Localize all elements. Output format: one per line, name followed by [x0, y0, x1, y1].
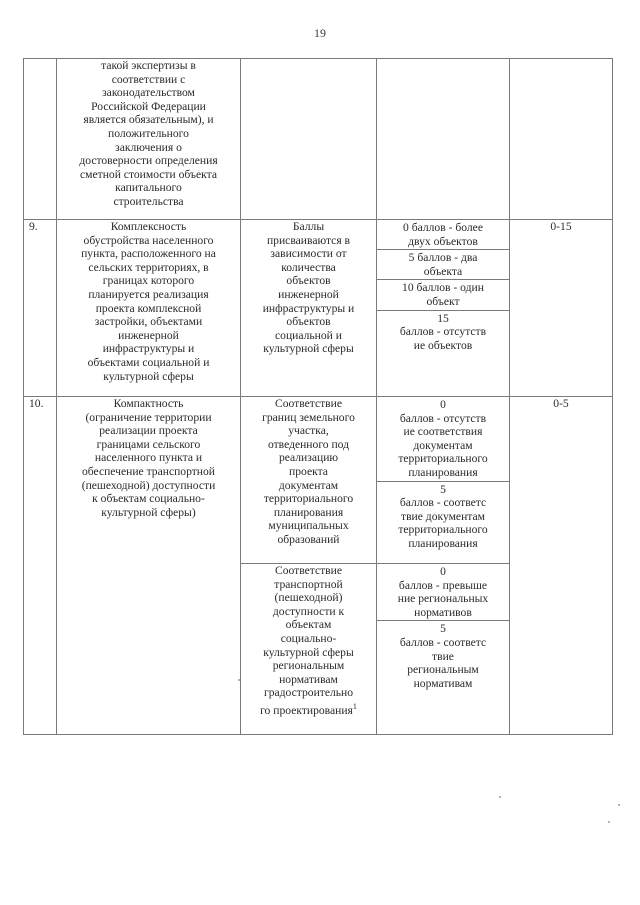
- table-row: [24, 59, 613, 220]
- score-cell: [377, 59, 510, 220]
- score-option: 10 баллов - один объект: [377, 280, 509, 310]
- range-cell: 0-5: [510, 397, 613, 735]
- criteria-table: [23, 58, 613, 735]
- score-option: 5 баллов - соответс твие документам территориального планирования: [398, 482, 488, 550]
- page-number: 19: [314, 26, 326, 40]
- table-row: [24, 397, 613, 564]
- score-cell: [377, 220, 510, 397]
- row-number: 9.: [24, 220, 57, 397]
- score-option: 0 баллов - отсутств ие соответствия документам территориального планирования: [377, 397, 509, 482]
- method-cell: Баллы присваиваются в зависимости от количества объектов инженерной инфраструктуры и объектов социальной и культурной сферы: [241, 220, 377, 397]
- score-option: 0 баллов - более двух объектов: [377, 220, 509, 250]
- scan-speck: [618, 804, 620, 806]
- score-cell: [377, 397, 510, 564]
- range-cell: 0-15: [510, 220, 613, 397]
- row-number: 10.: [24, 397, 57, 735]
- criterion-cell: такой экспертизы в соответствии с законодательством Российской Федерации является обязательным), и положительного заключения о достоверности определения сметной стоимости объекта капитального строительства: [57, 59, 241, 220]
- scan-speck: [499, 796, 501, 798]
- score-option: 0 баллов - превыше ние региональных нормативов: [377, 564, 509, 621]
- method-cell: [241, 564, 377, 735]
- method-text: Соответствие транспортной (пешеходной) доступности к объектам социально- культурной сферы региональным нормативам градостроительно го проектирования: [260, 564, 354, 717]
- range-cell: [510, 59, 613, 220]
- method-cell: [241, 59, 377, 220]
- criterion-cell: Компактность (ограничение территории реализации проекта границами сельского населенного пункта и обеспечение транспортной (пешеходной) доступности к объектам социально- культурной сферы): [57, 397, 241, 735]
- scan-speck: [608, 821, 610, 823]
- table-row: [24, 220, 613, 397]
- score-option: 15 баллов - отсутств ие объектов: [399, 311, 487, 352]
- method-cell: Соответствие границ земельного участка, отведенного под реализацию проекта документам территориального планирования муниципальных образований: [241, 397, 377, 564]
- score-cell: [377, 564, 510, 735]
- footnote-mark: 1: [352, 701, 357, 711]
- score-option: 5 баллов - соответс твие региональным нормативам: [399, 622, 487, 690]
- row-number: [24, 59, 57, 220]
- score-option: 5 баллов - два объекта: [377, 250, 509, 280]
- scan-speck: [238, 679, 240, 681]
- criterion-cell: Комплексность обустройства населенного пункта, расположенного на сельских территориях, в границах которого планируется реализация проекта комплексной застройки, объектами инженерной инфраструктуры и объектами социальной и культурной сферы: [57, 220, 241, 397]
